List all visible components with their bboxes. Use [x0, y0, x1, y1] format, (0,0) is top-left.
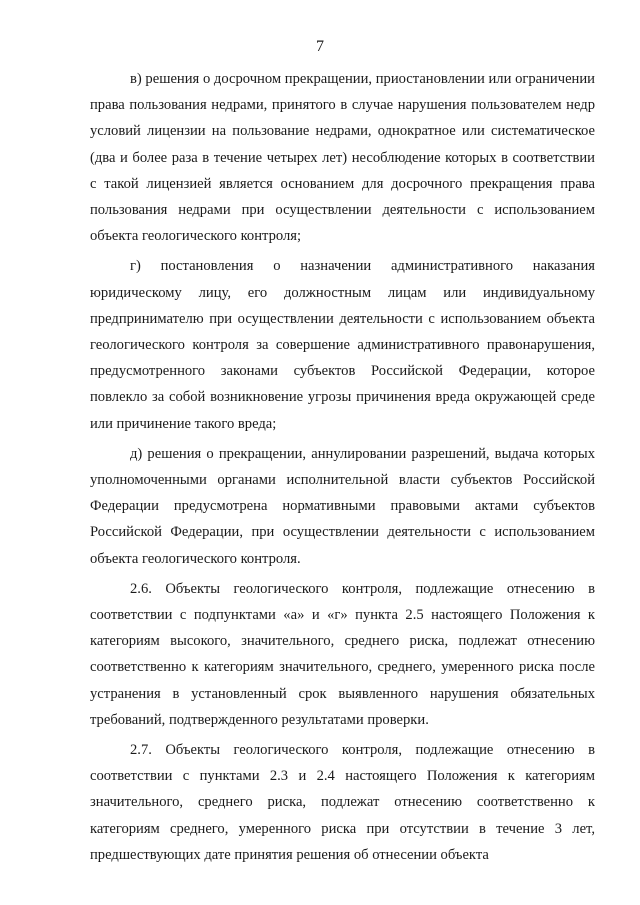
paragraph-g: г) постановления о назначении административного наказания юридическому лицу, его должностным лицам или индивидуальному предпринимателю при осуществлении деятельности с использованием объекта геологического контроля за совершение административного правонарушения, предусмотренного законами субъектов Российской Федерации, которое повлекло за собой возникновение угрозы причинения вреда окружающей среде или причинение такого вреда; [90, 258, 595, 432]
paragraph-2-7: 2.7. Объекты геологического контроля, подлежащие отнесению в соответствии с пунктами 2.3 и 2.4 настоящего Положения к категориям значительного, среднего риска, подлежат отнесению соответственно к категориям среднего, умеренного риска при отсутствии в течение 3 лет, предшествующих дате принятия решения об отнесении объекта [90, 742, 595, 863]
paragraph-d: д) решения о прекращении, аннулировании разрешений, выдача которых уполномоченными органами исполнительной власти субъектов Российской Федерации предусмотрена нормативными правовыми актами субъектов Российской Федерации, при осуществлении деятельности с использованием объекта геологического контроля. [90, 445, 595, 567]
page-number: 7 [316, 38, 324, 55]
document-body [90, 66, 595, 872]
paragraph-v: в) решения о досрочном прекращении, приостановлении или ограничении права пользования недрами, принятого в случае нарушения пользователем недр условий лицензии на пользование недрами, однократное или систематическое (два и более раза в течение четырех лет) несоблюдение которых в соответствии с такой лицензией является основанием для досрочного прекращения права пользования недрами при осуществлении деятельности с использованием объекта геологического контроля; [90, 71, 595, 245]
paragraph-2-6: 2.6. Объекты геологического контроля, подлежащие отнесению в соответствии с подпунктами «а» и «г» пункта 2.5 настоящего Положения к категориям высокого, значительного, среднего риска, подлежат отнесению соответственно к категориям значительного, среднего, умеренного риска после устранения в установленный срок выявленного нарушения обязательных требований, подтвержденного результатами проверки. [90, 580, 595, 728]
